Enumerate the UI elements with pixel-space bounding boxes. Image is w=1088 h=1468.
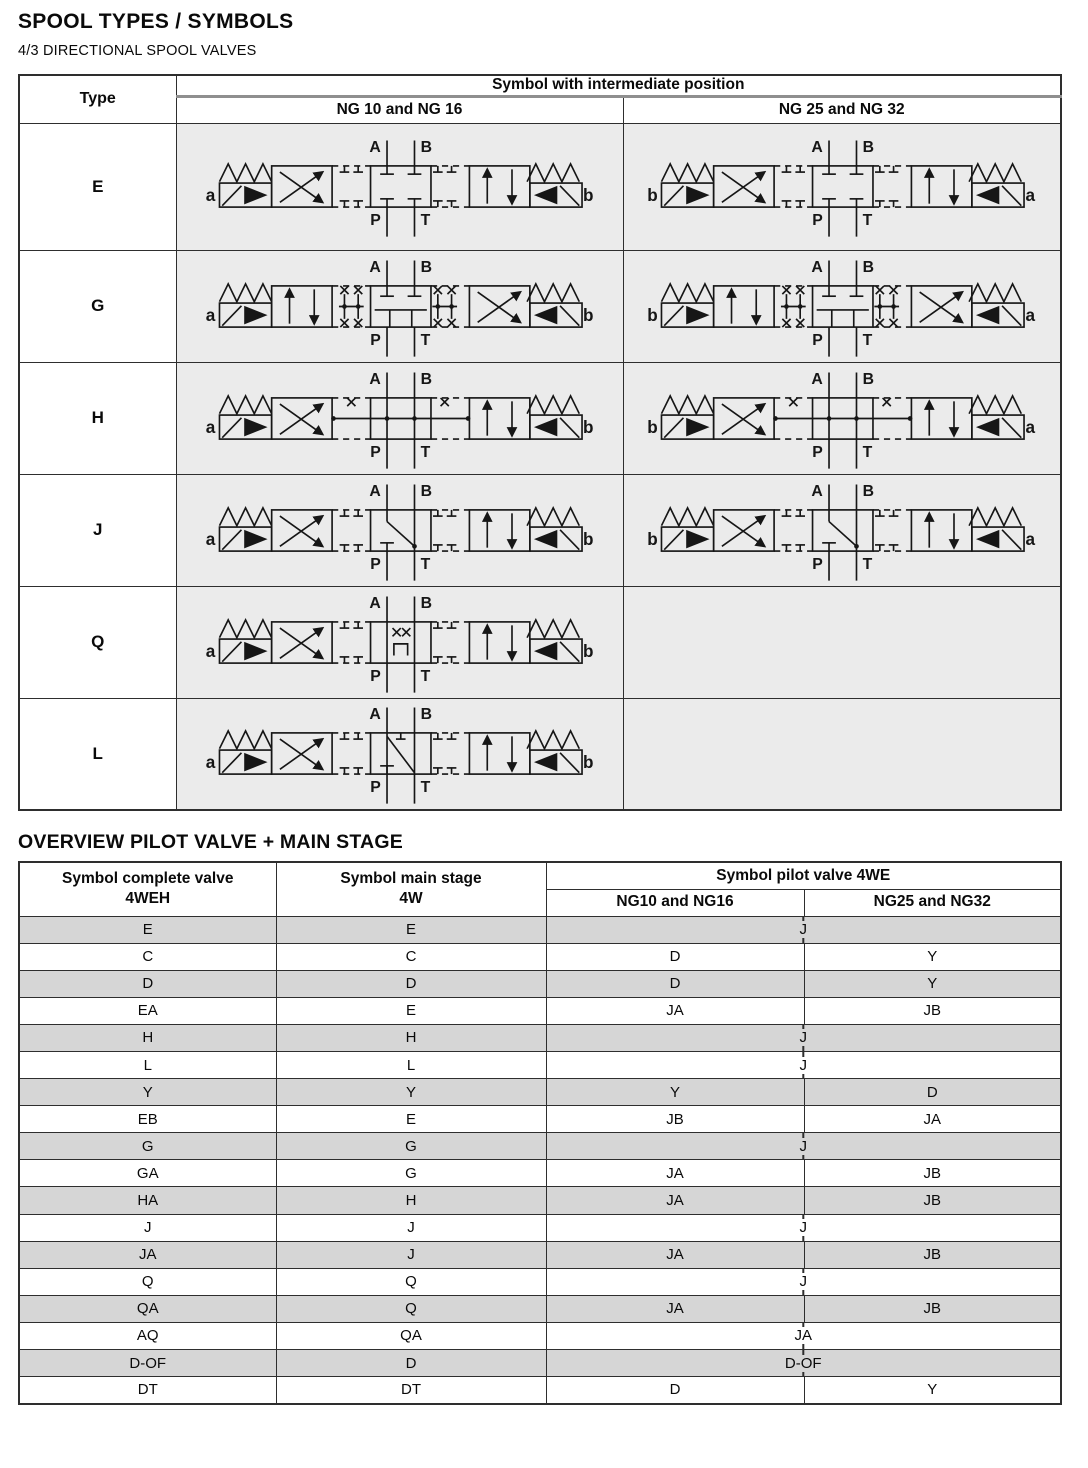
valve-drawing <box>220 596 583 692</box>
overview-row-ga <box>19 1160 1061 1187</box>
cell-main-stage: DT <box>276 1377 546 1404</box>
overview-row-ja <box>19 1241 1061 1268</box>
valve-symbol-wrap <box>177 367 623 470</box>
port-label-b: B <box>863 370 875 388</box>
side-label-left: b <box>647 184 659 205</box>
valve-symbol-e-icon <box>203 135 596 238</box>
overview-row-e <box>19 916 1061 943</box>
solenoid-icon <box>220 183 583 207</box>
cell-complete-valve: EB <box>19 1106 276 1133</box>
port-label-a: A <box>369 706 381 724</box>
spool-row-h <box>19 362 1061 474</box>
cell-complete-valve: EA <box>19 997 276 1024</box>
valve-drawing <box>220 260 583 356</box>
side-label-left: a <box>205 184 216 205</box>
side-label-left: a <box>205 304 216 325</box>
overview-row-c <box>19 943 1061 970</box>
cell-pilot-ng25: D <box>804 1079 1061 1106</box>
port-label-a: A <box>811 139 824 157</box>
port-label-t: T <box>420 779 431 797</box>
overview-row-d <box>19 970 1061 997</box>
cell-pilot-ng10: D <box>546 1377 804 1404</box>
overview-row-ea <box>19 997 1061 1024</box>
cell-complete-valve: AQ <box>19 1322 276 1349</box>
cell-pilot-span <box>546 1133 1061 1160</box>
valve-drawing <box>662 140 1025 236</box>
valve-drawing <box>220 372 583 468</box>
port-label-p: P <box>370 331 381 349</box>
port-label-p: P <box>812 331 824 349</box>
port-label-a: A <box>369 258 381 276</box>
valve-symbol-j-icon <box>203 479 596 582</box>
cell-pilot-ng25: JA <box>804 1106 1061 1133</box>
cell-main-stage: G <box>276 1133 546 1160</box>
cell-complete-valve: Y <box>19 1079 276 1106</box>
cell-complete-valve: HA <box>19 1187 276 1214</box>
cell-main-stage: G <box>276 1160 546 1187</box>
symbol-cell-g-ng25 <box>623 250 1061 362</box>
port-label-b: B <box>420 258 433 276</box>
valve-symbol-g-icon <box>203 255 596 358</box>
cell-pilot-span <box>546 1024 1061 1051</box>
spool-type-label: J <box>19 474 176 586</box>
cell-main-stage: J <box>276 1214 546 1241</box>
page-subtitle: 4/3 DIRECTIONAL SPOOL VALVES <box>18 43 257 59</box>
cell-pilot-ng25: Y <box>804 943 1061 970</box>
port-label-t: T <box>420 443 431 461</box>
port-label-p: P <box>812 443 824 461</box>
port-label-a: A <box>811 258 824 276</box>
overview-row-dt <box>19 1377 1061 1404</box>
cell-complete-valve: C <box>19 943 276 970</box>
port-label-a: A <box>369 594 381 612</box>
symbol-cell-j-ng25 <box>623 474 1061 586</box>
pilot-span-value: J <box>792 1057 816 1074</box>
pilot-span-value: J <box>792 921 816 938</box>
symbol-cell-q-ng25 <box>623 586 1061 698</box>
cell-complete-valve: JA <box>19 1241 276 1268</box>
side-label-right: b <box>583 640 594 661</box>
symbol-cell-e-ng25 <box>623 123 1061 250</box>
side-label-right: b <box>583 416 594 437</box>
port-label-p: P <box>370 667 381 685</box>
symbol-cell-h-ng10 <box>176 362 623 474</box>
port-label-t: T <box>863 211 873 229</box>
port-label-p: P <box>370 211 381 229</box>
valve-symbol-wrap <box>177 591 623 694</box>
cell-pilot-ng25: JB <box>804 997 1061 1024</box>
overview-header-pilot-valve: Symbol pilot valve 4WE <box>546 862 1061 889</box>
cell-pilot-ng10: D <box>546 943 804 970</box>
solenoid-icon <box>662 183 1025 207</box>
valve-symbol-h-icon <box>645 367 1038 470</box>
port-label-p: P <box>370 443 381 461</box>
cell-main-stage: E <box>276 1106 546 1133</box>
solenoid-icon <box>220 527 583 551</box>
cell-complete-valve: GA <box>19 1160 276 1187</box>
cell-complete-valve: L <box>19 1051 276 1078</box>
cell-pilot-ng10: JA <box>546 1295 804 1322</box>
spool-table-body <box>19 123 1061 810</box>
port-label-a: A <box>369 370 381 388</box>
cell-main-stage: H <box>276 1187 546 1214</box>
spool-type-label: L <box>19 698 176 810</box>
overview-header-complete-line1: Symbol complete valve <box>62 870 234 888</box>
side-label-left: b <box>647 304 659 325</box>
side-label-right: a <box>1025 304 1036 325</box>
valve-symbol-wrap <box>177 702 623 805</box>
cell-pilot-span <box>546 1350 1061 1377</box>
valve-symbol-l-icon <box>203 702 596 805</box>
spool-type-label: Q <box>19 586 176 698</box>
side-label-left: a <box>205 640 216 661</box>
overview-header-main-line1: Symbol main stage <box>340 870 482 888</box>
spool-table-header-ng10-16: NG 10 and NG 16 <box>176 96 623 123</box>
spool-table-header-intermediate: Symbol with intermediate position <box>176 75 1061 96</box>
valve-drawing <box>220 484 583 580</box>
port-label-p: P <box>370 555 381 573</box>
cell-pilot-ng25: JB <box>804 1295 1061 1322</box>
valve-symbol-q-icon <box>203 591 596 694</box>
spool-types-table <box>18 74 1062 811</box>
cell-pilot-ng25: Y <box>804 970 1061 997</box>
cell-pilot-span <box>546 916 1061 943</box>
cell-pilot-ng25: JB <box>804 1241 1061 1268</box>
overview-section-title: OVERVIEW PILOT VALVE + MAIN STAGE <box>18 831 403 853</box>
port-label-b: B <box>420 706 433 724</box>
symbol-cell-e-ng10 <box>176 123 623 250</box>
cell-pilot-span <box>546 1214 1061 1241</box>
port-label-p: P <box>812 555 824 573</box>
symbol-cell-l-ng25 <box>623 698 1061 810</box>
spool-type-label: E <box>19 123 176 250</box>
valve-drawing <box>662 372 1025 468</box>
overview-row-l <box>19 1051 1061 1078</box>
overview-header-complete-valve <box>19 862 276 916</box>
pilot-span-value: J <box>792 1138 816 1155</box>
spool-row-l <box>19 698 1061 810</box>
side-label-right: b <box>583 184 594 205</box>
cell-pilot-ng10: D <box>546 970 804 997</box>
overview-table <box>18 861 1062 1405</box>
cell-main-stage: D <box>276 1350 546 1377</box>
port-label-p: P <box>812 211 824 229</box>
spool-row-j <box>19 474 1061 586</box>
valve-symbol-wrap <box>177 255 623 358</box>
valve-symbol-h-icon <box>203 367 596 470</box>
cell-complete-valve: H <box>19 1024 276 1051</box>
overview-row-aq <box>19 1322 1061 1349</box>
cell-main-stage: E <box>276 916 546 943</box>
spool-table-header-type: Type <box>19 75 176 123</box>
cell-pilot-ng10: JA <box>546 1160 804 1187</box>
cell-complete-valve: DT <box>19 1377 276 1404</box>
overview-header-main-line2: 4W <box>399 890 423 908</box>
cell-pilot-ng10: Y <box>546 1079 804 1106</box>
port-label-t: T <box>420 331 431 349</box>
port-label-t: T <box>420 667 431 685</box>
cell-main-stage: Q <box>276 1295 546 1322</box>
port-label-a: A <box>369 482 381 500</box>
cell-pilot-ng10: JB <box>546 1106 804 1133</box>
cell-pilot-span <box>546 1268 1061 1295</box>
valve-symbol-wrap <box>624 479 1061 582</box>
cell-complete-valve: QA <box>19 1295 276 1322</box>
side-label-right: b <box>583 752 594 773</box>
port-label-b: B <box>863 258 875 276</box>
side-label-right: a <box>1025 528 1036 549</box>
valve-symbol-wrap <box>624 255 1061 358</box>
side-label-left: a <box>205 416 216 437</box>
valve-drawing <box>220 708 583 804</box>
cell-main-stage: D <box>276 970 546 997</box>
valve-symbol-wrap <box>624 367 1061 470</box>
cell-pilot-ng10: JA <box>546 1241 804 1268</box>
cell-pilot-ng25: JB <box>804 1187 1061 1214</box>
port-label-t: T <box>863 555 873 573</box>
port-label-b: B <box>420 594 433 612</box>
cell-complete-valve: Q <box>19 1268 276 1295</box>
port-label-t: T <box>863 331 873 349</box>
overview-header-main-stage <box>276 862 546 916</box>
page-title: SPOOL TYPES / SYMBOLS <box>18 10 294 33</box>
cell-pilot-ng25: JB <box>804 1160 1061 1187</box>
cell-main-stage: QA <box>276 1322 546 1349</box>
overview-table-body <box>19 916 1061 1404</box>
overview-row-h <box>19 1024 1061 1051</box>
cell-main-stage: Y <box>276 1079 546 1106</box>
side-label-left: b <box>647 528 659 549</box>
symbol-cell-j-ng10 <box>176 474 623 586</box>
overview-header-complete-line2: 4WEH <box>125 890 171 908</box>
valve-symbol-e-icon <box>645 135 1038 238</box>
cell-complete-valve: G <box>19 1133 276 1160</box>
valve-symbol-wrap <box>624 135 1061 238</box>
cell-main-stage: L <box>276 1051 546 1078</box>
solenoid-icon <box>662 527 1025 551</box>
valve-symbol-j-icon <box>645 479 1038 582</box>
solenoid-icon <box>662 303 1025 327</box>
overview-row-d-of <box>19 1350 1061 1377</box>
port-label-t: T <box>420 555 431 573</box>
valve-symbol-wrap <box>177 479 623 582</box>
side-label-right: a <box>1025 416 1036 437</box>
cell-main-stage: C <box>276 943 546 970</box>
port-label-p: P <box>370 779 381 797</box>
cell-pilot-ng10: JA <box>546 1187 804 1214</box>
overview-row-eb <box>19 1106 1061 1133</box>
overview-row-j <box>19 1214 1061 1241</box>
side-label-right: b <box>583 304 594 325</box>
cell-main-stage: E <box>276 997 546 1024</box>
side-label-left: b <box>647 416 659 437</box>
port-label-b: B <box>420 370 433 388</box>
pilot-span-value: J <box>792 1219 816 1236</box>
port-label-t: T <box>420 211 431 229</box>
overview-row-q <box>19 1268 1061 1295</box>
cell-pilot-ng10: JA <box>546 997 804 1024</box>
port-label-a: A <box>811 482 824 500</box>
valve-symbol-g-icon <box>645 255 1038 358</box>
valve-drawing <box>662 260 1025 356</box>
side-label-right: b <box>583 528 594 549</box>
symbol-cell-q-ng10 <box>176 586 623 698</box>
cell-complete-valve: D <box>19 970 276 997</box>
cell-complete-valve: D-OF <box>19 1350 276 1377</box>
spool-row-g <box>19 250 1061 362</box>
side-label-right: a <box>1025 184 1036 205</box>
overview-row-y <box>19 1079 1061 1106</box>
symbol-cell-l-ng10 <box>176 698 623 810</box>
spool-row-q <box>19 586 1061 698</box>
cell-pilot-ng25: Y <box>804 1377 1061 1404</box>
cell-pilot-span <box>546 1322 1061 1349</box>
pilot-span-value: J <box>792 1273 816 1290</box>
cell-complete-valve: J <box>19 1214 276 1241</box>
cell-complete-valve: E <box>19 916 276 943</box>
overview-header-pilot-ng10-16: NG10 and NG16 <box>546 889 804 916</box>
spool-type-label: G <box>19 250 176 362</box>
overview-row-g <box>19 1133 1061 1160</box>
port-label-t: T <box>863 443 873 461</box>
port-label-b: B <box>863 482 875 500</box>
solenoid-icon <box>220 303 583 327</box>
pilot-span-value: J <box>792 1029 816 1046</box>
port-label-b: B <box>863 139 875 157</box>
spool-table-header-ng25-32: NG 25 and NG 32 <box>623 96 1061 123</box>
pilot-span-value: D-OF <box>777 1355 830 1372</box>
symbol-cell-h-ng25 <box>623 362 1061 474</box>
solenoid-icon <box>220 639 583 663</box>
cell-main-stage: J <box>276 1241 546 1268</box>
port-label-a: A <box>369 139 381 157</box>
pilot-span-value: JA <box>786 1327 820 1344</box>
spool-type-label: H <box>19 362 176 474</box>
side-label-left: a <box>205 528 216 549</box>
port-label-b: B <box>420 139 433 157</box>
overview-header-pilot-ng25-32: NG25 and NG32 <box>804 889 1061 916</box>
cell-main-stage: H <box>276 1024 546 1051</box>
port-label-a: A <box>811 370 824 388</box>
overview-row-ha <box>19 1187 1061 1214</box>
valve-drawing <box>220 140 583 236</box>
symbol-cell-g-ng10 <box>176 250 623 362</box>
port-label-b: B <box>420 482 433 500</box>
side-label-left: a <box>205 752 216 773</box>
cell-pilot-span <box>546 1051 1061 1078</box>
valve-drawing <box>662 484 1025 580</box>
cell-main-stage: Q <box>276 1268 546 1295</box>
overview-row-qa <box>19 1295 1061 1322</box>
spool-row-e <box>19 123 1061 250</box>
valve-symbol-wrap <box>177 135 623 238</box>
